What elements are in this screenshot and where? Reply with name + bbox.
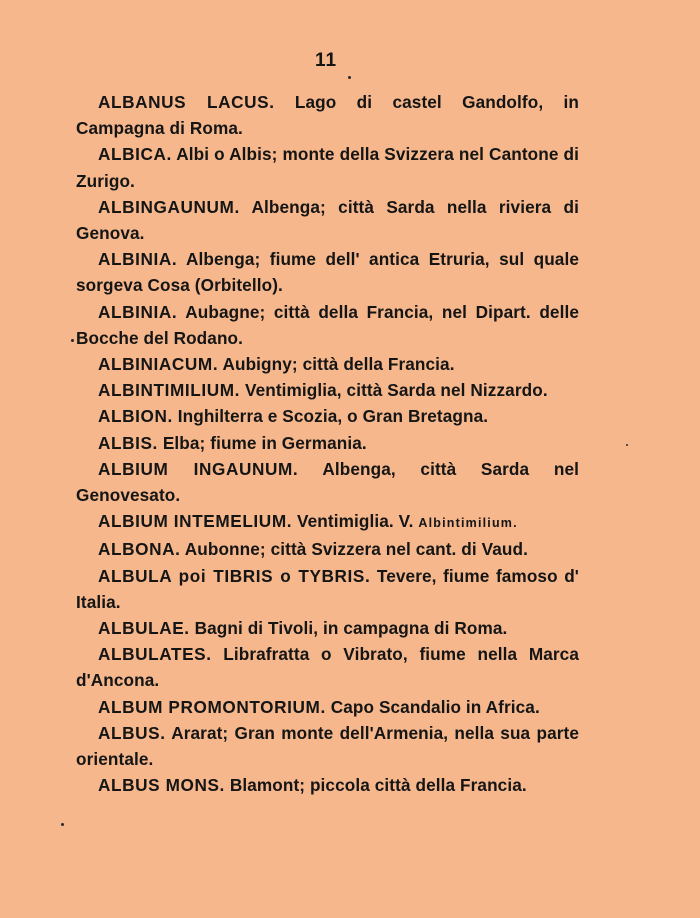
entry-definition: Albi o Albis; monte della Svizzera nel Cantone di Zurigo.: [76, 144, 579, 191]
entry-headword: ALBUS.: [98, 722, 166, 743]
dictionary-entries: [76, 89, 579, 798]
print-speck: [71, 339, 74, 342]
dictionary-entry: [76, 563, 579, 615]
print-speck: [626, 444, 628, 446]
dictionary-entry: [76, 377, 579, 403]
entry-headword: ALBUS MONS.: [98, 775, 225, 796]
entry-headword: ALBIUM INGAUNUM.: [98, 458, 299, 479]
entry-definition: Tevere, fiume famoso d' Italia.: [76, 565, 579, 612]
entry-headword: ALBINGAUNUM.: [98, 196, 240, 217]
dictionary-entry: [76, 89, 579, 141]
dictionary-entry: [76, 403, 579, 429]
entry-definition: Capo Scandalio in Africa.: [330, 696, 540, 717]
entry-headword: ALBINIA.: [98, 301, 178, 322]
entry-headword: ALBUM PROMONTORIUM.: [98, 696, 326, 717]
dictionary-entry: [76, 720, 579, 772]
entry-definition: Albenga; fiume dell' antica Etruria, sul quale sorgeva Cosa (Orbitello).: [76, 249, 579, 296]
dictionary-entry: [76, 246, 579, 298]
entry-headword: ALBICA.: [98, 144, 172, 165]
dictionary-entry: [76, 430, 579, 456]
entry-definition: Inghilterra e Scozia, o Gran Bretagna.: [177, 406, 489, 427]
entry-headword: ALBULAE.: [98, 618, 190, 639]
dictionary-entry: [76, 772, 579, 798]
entry-headword: ALBION.: [98, 406, 173, 427]
entry-definition: Ararat; Gran monte dell'Armenia, nella sua parte orientale.: [76, 722, 579, 770]
page-number: 11: [314, 50, 338, 71]
dictionary-entry: [76, 351, 579, 377]
dictionary-entry: [76, 194, 579, 246]
entry-definition: Ventimiglia, città Sarda nel Nizzardo.: [244, 380, 548, 401]
dictionary-entry: [76, 536, 579, 562]
entry-definition: Bagni di Tivoli, in campagna di Roma.: [194, 618, 508, 639]
entry-definition: Lago di castel Gandolfo, in Campagna di Roma.: [76, 92, 579, 139]
dictionary-entry: [76, 615, 579, 641]
entry-headword: ALBULA poi TIBRIS o TYBRIS.: [98, 565, 371, 586]
entry-definition: Elba; fiume in Germania.: [162, 432, 367, 453]
print-speck: [61, 823, 64, 826]
entry-definition: Librafratta o Vibrato, fiume nella Marca d'Ancona.: [76, 644, 579, 691]
dictionary-entry: [76, 299, 579, 351]
entry-headword: ALBIUM INTEMELIUM.: [98, 511, 293, 532]
entry-definition: Aubonne; città Svizzera nel cant. di Vaud.: [184, 539, 528, 560]
dictionary-entry: [76, 694, 579, 720]
print-speck: [348, 76, 351, 79]
dictionary-entry: [76, 641, 579, 693]
entry-headword: ALBANUS LACUS.: [98, 92, 275, 112]
entry-definition: Aubagne; città della Francia, nel Dipart. delle Bocche del Rodano.: [76, 301, 580, 348]
dictionary-entry: [76, 141, 579, 193]
entry-headword: ALBONA.: [98, 539, 181, 560]
entry-cross-reference: Albintimilium.: [418, 516, 518, 531]
entry-headword: ALBULATES.: [98, 644, 212, 665]
entry-definition: Albenga; città Sarda nella riviera di Genova.: [76, 196, 579, 244]
entry-definition: Albenga, città Sarda nel Genovesato.: [76, 458, 579, 506]
entry-definition: Blamont; piccola città della Francia.: [229, 775, 527, 796]
dictionary-entry: [76, 456, 579, 508]
dictionary-entry: [76, 508, 579, 536]
entry-headword: ALBINIA.: [98, 249, 178, 270]
entry-headword: ALBIS.: [98, 432, 158, 453]
entry-definition: Aubigny; città della Francia.: [222, 354, 455, 375]
entry-definition: Ventimiglia. V.: [297, 511, 414, 532]
entry-headword: ALBINIACUM.: [98, 354, 219, 375]
entry-headword: ALBINTIMILIUM.: [98, 380, 241, 401]
